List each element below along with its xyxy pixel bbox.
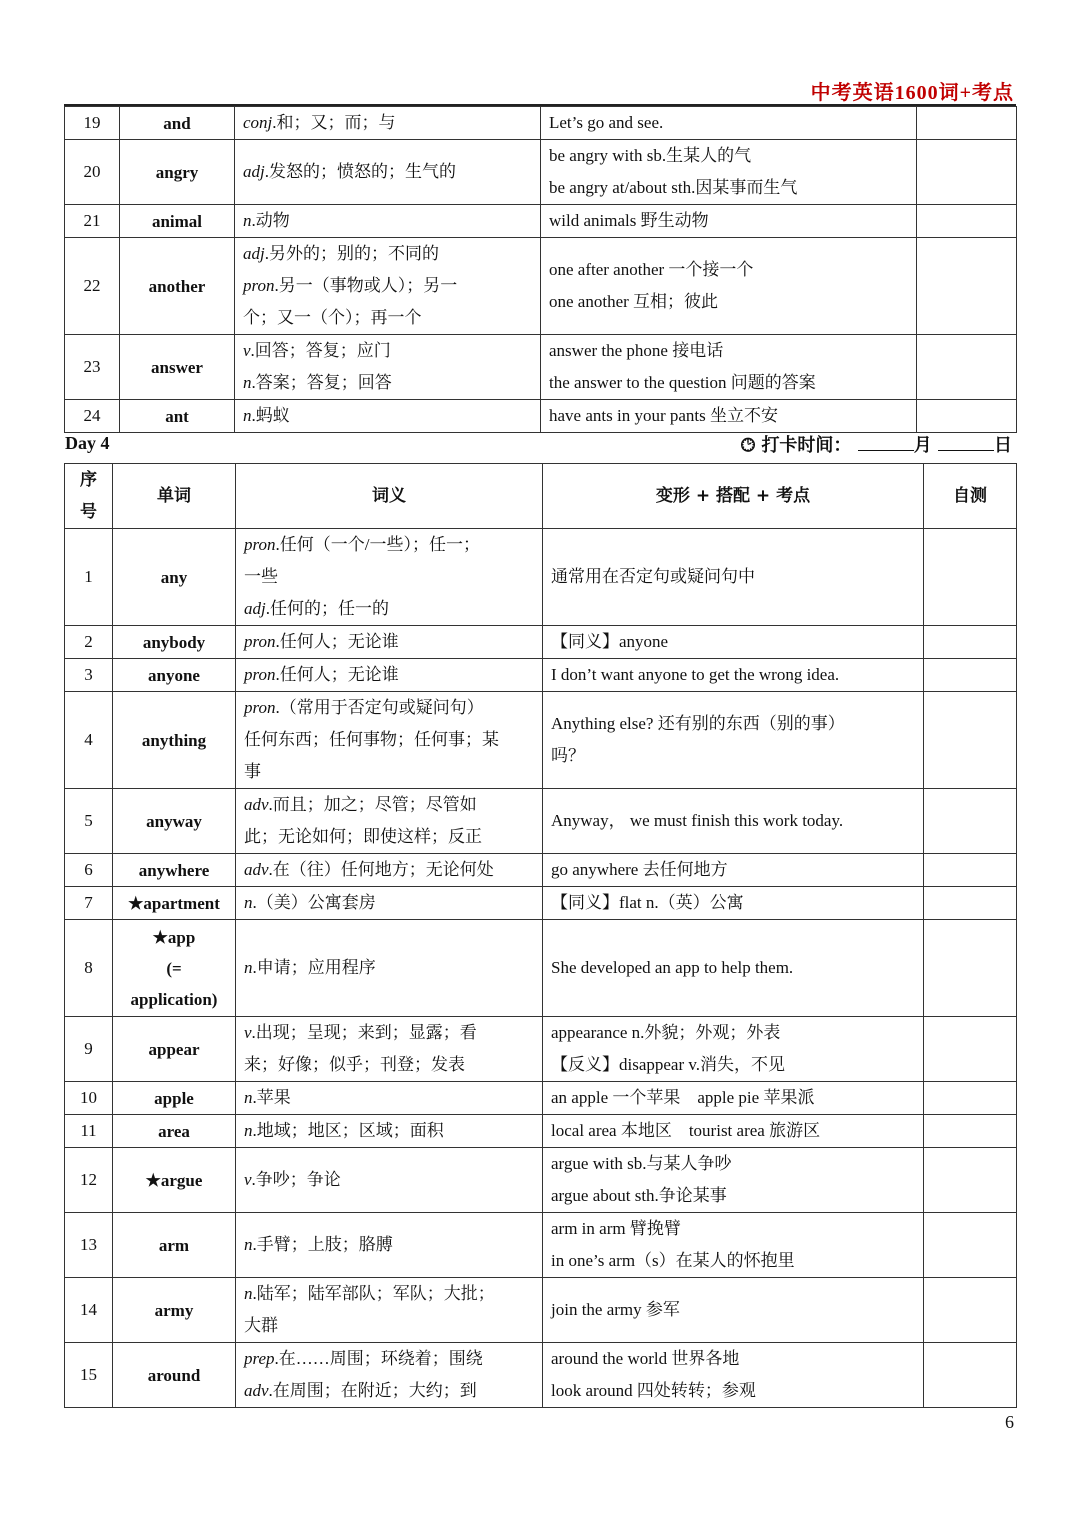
row-number: 21: [65, 205, 120, 238]
usage-line: go anywhere 去任何地方: [551, 860, 728, 879]
part-of-speech: adj: [243, 244, 265, 263]
word-meaning: [236, 659, 543, 692]
usage-line: arm in arm 臂挽臂: [551, 1219, 681, 1238]
meaning-line: n.答案；答复；回答: [243, 373, 392, 392]
vocab-word: [113, 626, 236, 659]
word-usage: [543, 1278, 924, 1343]
vocab-word: [113, 854, 236, 887]
day-heading-row: [64, 431, 1016, 461]
table-row: [65, 789, 1017, 854]
vocab-word: [113, 887, 236, 920]
header-num: 序号: [65, 464, 113, 529]
self-test-cell[interactable]: [924, 887, 1017, 920]
word-usage: [543, 1082, 924, 1115]
part-of-speech: adj: [243, 162, 265, 181]
vocab-word: [113, 789, 236, 854]
word-usage: [543, 1213, 924, 1278]
meaning-line: 此；无论如何；即使这样；反正: [244, 827, 482, 846]
part-of-speech: n: [243, 373, 252, 392]
row-number: 4: [65, 692, 113, 789]
part-of-speech: n: [243, 211, 252, 230]
word-meaning: [236, 789, 543, 854]
meaning-line: pron.任何人；无论谁: [244, 665, 399, 684]
word-usage: [543, 626, 924, 659]
month-blank[interactable]: [858, 434, 914, 451]
part-of-speech: prep: [244, 1349, 275, 1368]
word-line: and: [163, 113, 191, 133]
vocab-table-day4: [64, 463, 1017, 1408]
usage-line: 吗？: [551, 746, 585, 765]
self-test-cell[interactable]: [924, 1343, 1017, 1408]
meaning-line: n.苹果: [244, 1088, 291, 1107]
row-number: 20: [65, 140, 120, 205]
meaning-line: n.动物: [243, 211, 290, 230]
word-usage: [541, 205, 917, 238]
row-number: 24: [65, 400, 120, 433]
row-number: 7: [65, 887, 113, 920]
word-usage: [541, 140, 917, 205]
usage-line: an apple 一个苹果 apple pie 苹果派: [551, 1088, 815, 1107]
usage-line: wild animals 野生动物: [549, 211, 709, 230]
table-row: [65, 1082, 1017, 1115]
word-line: anything: [141, 730, 207, 750]
day-blank[interactable]: [938, 434, 994, 451]
table-row: [65, 1213, 1017, 1278]
meaning-line: adj.另外的；别的；不同的: [243, 244, 439, 263]
word-meaning: [236, 1278, 543, 1343]
part-of-speech: n: [244, 1121, 253, 1140]
month-label: 月: [913, 435, 932, 456]
part-of-speech: conj: [243, 113, 273, 132]
table-row: [65, 400, 1017, 433]
word-line: ★app: [152, 927, 196, 947]
usage-line: 【同义】flat n.（英）公寓: [551, 893, 744, 912]
word-line: anyone: [148, 665, 200, 685]
usage-line: join the army 参军: [551, 1300, 680, 1319]
word-meaning: [236, 920, 543, 1017]
part-of-speech: n: [244, 1088, 253, 1107]
vocab-word: [120, 238, 235, 335]
part-of-speech: n: [244, 893, 253, 912]
usage-line: Anyway， we must finish this work today.: [551, 811, 844, 830]
vocab-word: [120, 140, 235, 205]
usage-line: argue with sb.与某人争吵: [551, 1154, 732, 1173]
table-row: [65, 854, 1017, 887]
word-meaning: [236, 1213, 543, 1278]
row-number: 12: [65, 1148, 113, 1213]
table-row: [65, 692, 1017, 789]
word-meaning: [236, 1082, 543, 1115]
vocab-word: [113, 692, 236, 789]
usage-line: be angry at/about sth.因某事而生气: [549, 178, 798, 197]
usage-line: Anything else? 还有别的东西（别的事）: [551, 714, 845, 733]
meaning-line: n.地域；地区；区域；面积: [244, 1121, 444, 1140]
word-meaning: [235, 238, 541, 335]
meaning-line: 个；又一（个）；再一个: [243, 308, 422, 327]
vocab-word: [113, 1115, 236, 1148]
row-number: 14: [65, 1278, 113, 1343]
part-of-speech: v: [243, 341, 251, 360]
table-row: [65, 887, 1017, 920]
self-test-cell[interactable]: [924, 659, 1017, 692]
word-meaning: [235, 335, 541, 400]
day-label: Day 4: [65, 433, 110, 453]
vocab-word: [113, 920, 236, 1017]
vocab-word: [120, 400, 235, 433]
self-test-cell[interactable]: [924, 692, 1017, 789]
row-number: 9: [65, 1017, 113, 1082]
word-usage: [543, 659, 924, 692]
row-number: 3: [65, 659, 113, 692]
self-test-cell[interactable]: [924, 529, 1017, 626]
word-usage: [543, 789, 924, 854]
self-test-cell[interactable]: [917, 335, 1017, 400]
checkin-label: 打卡时间：: [761, 435, 852, 456]
row-number: 2: [65, 626, 113, 659]
meaning-line: v.出现；呈现；来到；显露；看: [244, 1023, 477, 1042]
meaning-line: adj.发怒的；愤怒的；生气的: [243, 162, 456, 181]
clock-icon: 🕑︎: [740, 435, 756, 456]
meaning-line: pron.另一（事物或人）；另一: [243, 276, 458, 295]
meaning-line: 大群: [244, 1316, 278, 1335]
vocab-word: [120, 107, 235, 140]
part-of-speech: v: [244, 1023, 252, 1042]
self-test-cell[interactable]: [917, 140, 1017, 205]
meaning-line: 任何东西；任何事物；任何事；某: [244, 730, 499, 749]
word-usage: [543, 1115, 924, 1148]
word-line: ★apartment: [128, 893, 220, 913]
header-word: 单词: [113, 464, 236, 529]
table-row: [65, 1017, 1017, 1082]
part-of-speech: n: [243, 406, 252, 425]
meaning-line: v.回答；答复；应门: [243, 341, 391, 360]
meaning-line: pron.（常用于否定句或疑问句）: [244, 698, 484, 717]
row-number: 15: [65, 1343, 113, 1408]
self-test-cell[interactable]: [924, 1213, 1017, 1278]
word-line: application): [130, 989, 218, 1009]
word-usage: [543, 920, 924, 1017]
word-meaning: [236, 854, 543, 887]
word-line: angry: [155, 162, 199, 182]
table-row: [65, 335, 1017, 400]
vocab-table-day3: [64, 106, 1017, 433]
part-of-speech: adv: [244, 1381, 269, 1400]
meaning-line: adj.任何的；任一的: [244, 599, 389, 618]
meaning-line: pron.任何（一个/一些）；任一；: [244, 535, 480, 554]
row-number: 8: [65, 920, 113, 1017]
vocab-word: [113, 1213, 236, 1278]
word-line: any: [160, 567, 188, 587]
table-row: [65, 659, 1017, 692]
word-line: army: [154, 1300, 194, 1320]
self-test-cell[interactable]: [924, 1082, 1017, 1115]
self-test-cell[interactable]: [917, 400, 1017, 433]
row-number: 6: [65, 854, 113, 887]
vocab-word: [113, 1017, 236, 1082]
word-meaning: [236, 529, 543, 626]
table-row: [65, 1278, 1017, 1343]
table-header-row: [65, 464, 1017, 529]
word-usage: [543, 1148, 924, 1213]
meaning-line: n.申请；应用程序: [244, 958, 376, 977]
usage-line: 【同义】anyone: [551, 632, 669, 651]
usage-line: one another 互相；彼此: [549, 292, 719, 311]
word-meaning: [236, 626, 543, 659]
part-of-speech: n: [244, 1235, 253, 1254]
table-row: [65, 205, 1017, 238]
usage-line: be angry with sb.生某人的气: [549, 146, 752, 165]
table-row: [65, 1115, 1017, 1148]
meaning-line: adv.在（往）任何地方；无论何处: [244, 860, 494, 879]
vocab-word: [120, 205, 235, 238]
vocab-word: [113, 1343, 236, 1408]
meaning-line: prep.在……周围；环绕着；围绕: [244, 1349, 483, 1368]
meaning-line: n.（美）公寓套房: [244, 893, 376, 912]
row-number: 13: [65, 1213, 113, 1278]
table-row: [65, 1148, 1017, 1213]
table-row: [65, 529, 1017, 626]
word-line: (=: [166, 958, 182, 978]
table-row: [65, 107, 1017, 140]
word-usage: [541, 238, 917, 335]
word-usage: [541, 335, 917, 400]
meaning-line: 一些: [244, 567, 278, 586]
part-of-speech: pron: [244, 632, 276, 651]
meaning-line: 来；好像；似乎；刊登；发表: [244, 1055, 465, 1074]
word-line: apple: [154, 1088, 194, 1108]
self-test-cell[interactable]: [924, 1017, 1017, 1082]
word-line: ★argue: [145, 1170, 203, 1190]
usage-line: Let’s go and see.: [549, 113, 664, 132]
self-test-cell[interactable]: [924, 789, 1017, 854]
word-usage: [543, 1017, 924, 1082]
header-meaning: 词义: [236, 464, 543, 529]
word-meaning: [236, 1148, 543, 1213]
usage-line: answer the phone 接电话: [549, 341, 724, 360]
row-number: 22: [65, 238, 120, 335]
usage-line: local area 本地区 tourist area 旅游区: [551, 1121, 821, 1140]
row-number: 23: [65, 335, 120, 400]
header-usage: 变形 + 搭配 + 考点: [543, 464, 924, 529]
row-number: 1: [65, 529, 113, 626]
meaning-line: n.陆军；陆军部队；军队；大批；: [244, 1284, 495, 1303]
meaning-line: 事: [244, 762, 261, 781]
word-line: around: [147, 1365, 201, 1385]
self-test-cell[interactable]: [917, 107, 1017, 140]
document-title: 中考英语1600词+考点: [810, 82, 1014, 104]
vocab-word: [113, 529, 236, 626]
word-meaning: [235, 400, 541, 433]
usage-line: She developed an app to help them.: [551, 958, 794, 977]
word-usage: [543, 529, 924, 626]
word-line: anybody: [142, 632, 206, 652]
table-row: [65, 626, 1017, 659]
usage-line: have ants in your pants 坐立不安: [549, 406, 778, 425]
word-usage: [543, 692, 924, 789]
usage-line: in one’s arm（s）在某人的怀抱里: [551, 1251, 795, 1270]
word-meaning: [236, 692, 543, 789]
header-self-test: 自测: [924, 464, 1017, 529]
word-meaning: [236, 887, 543, 920]
row-number: 10: [65, 1082, 113, 1115]
row-number: 5: [65, 789, 113, 854]
word-line: appear: [148, 1039, 200, 1059]
self-test-cell[interactable]: [924, 920, 1017, 1017]
word-line: ant: [165, 406, 189, 426]
part-of-speech: pron: [244, 535, 276, 554]
usage-line: one after another 一个接一个: [549, 260, 754, 279]
word-line: anyway: [146, 811, 202, 831]
self-test-cell[interactable]: [917, 238, 1017, 335]
vocab-word: [113, 1148, 236, 1213]
self-test-cell[interactable]: [917, 205, 1017, 238]
usage-line: 通常用在否定句或疑问句中: [551, 567, 755, 586]
self-test-cell[interactable]: [924, 854, 1017, 887]
self-test-cell[interactable]: [924, 1115, 1017, 1148]
usage-line: the answer to the question 问题的答案: [549, 373, 816, 392]
self-test-cell[interactable]: [924, 626, 1017, 659]
table-row: [65, 238, 1017, 335]
part-of-speech: n: [244, 1284, 253, 1303]
word-usage: [541, 400, 917, 433]
page-number: 6: [1005, 1412, 1014, 1432]
self-test-cell[interactable]: [924, 1148, 1017, 1213]
word-usage: [541, 107, 917, 140]
part-of-speech: adv: [244, 795, 269, 814]
meaning-line: n.蚂蚁: [243, 406, 290, 425]
vocab-word: [113, 1278, 236, 1343]
part-of-speech: v: [244, 1170, 252, 1189]
meaning-line: adv.在周围；在附近；大约；到: [244, 1381, 477, 1400]
word-meaning: [235, 140, 541, 205]
word-line: area: [158, 1121, 190, 1141]
word-meaning: [235, 107, 541, 140]
word-meaning: [236, 1343, 543, 1408]
meaning-line: conj.和；又；而；与: [243, 113, 396, 132]
usage-line: appearance n.外貌；外观；外表: [551, 1023, 781, 1042]
part-of-speech: pron: [243, 276, 275, 295]
meaning-line: n.手臂；上肢；胳膊: [244, 1235, 393, 1254]
word-usage: [543, 887, 924, 920]
table-row: [65, 140, 1017, 205]
part-of-speech: pron: [244, 698, 276, 717]
word-usage: [543, 854, 924, 887]
word-line: another: [148, 276, 206, 296]
word-line: answer: [151, 357, 203, 377]
usage-line: look around 四处转转；参观: [551, 1381, 756, 1400]
day-label-char: 日: [994, 435, 1012, 456]
usage-line: argue about sth.争论某事: [551, 1186, 727, 1205]
table-row: [65, 1343, 1017, 1408]
vocab-word: [113, 1082, 236, 1115]
usage-line: 【反义】disappear v.消失，不见: [551, 1055, 786, 1074]
part-of-speech: n: [244, 958, 253, 977]
vocab-word: [120, 335, 235, 400]
word-line: arm: [158, 1235, 190, 1255]
usage-line: I don’t want anyone to get the wrong idea.: [551, 665, 840, 684]
word-usage: [543, 1343, 924, 1408]
word-meaning: [236, 1017, 543, 1082]
part-of-speech: adj: [244, 599, 266, 618]
word-line: anywhere: [138, 860, 210, 880]
word-line: animal: [151, 211, 203, 231]
meaning-line: adv.而且；加之；尽管；尽管如: [244, 795, 477, 814]
meaning-line: pron.任何人；无论谁: [244, 632, 399, 651]
word-meaning: [236, 1115, 543, 1148]
self-test-cell[interactable]: [924, 1278, 1017, 1343]
part-of-speech: pron: [244, 665, 276, 684]
usage-line: around the world 世界各地: [551, 1349, 740, 1368]
meaning-line: v.争吵；争论: [244, 1170, 341, 1189]
row-number: 19: [65, 107, 120, 140]
word-meaning: [235, 205, 541, 238]
table-row: [65, 920, 1017, 1017]
part-of-speech: adv: [244, 860, 269, 879]
row-number: 11: [65, 1115, 113, 1148]
vocab-word: [113, 659, 236, 692]
checkin-time: [741, 431, 1012, 457]
